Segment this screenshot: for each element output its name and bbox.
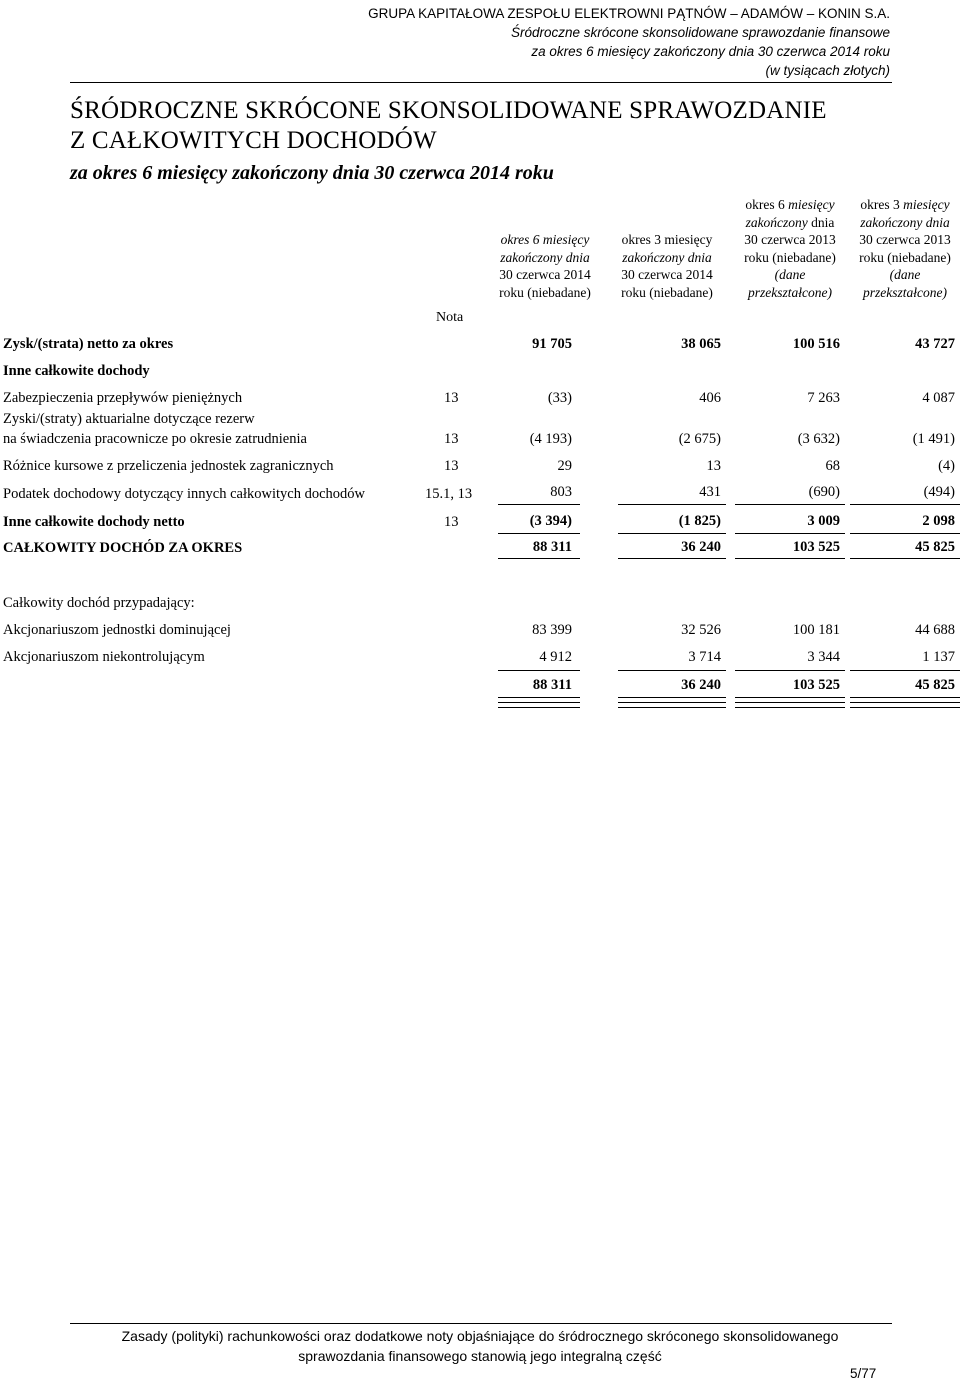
column-header-3m-2013: okres 3 miesięcy zakończony dnia 30 czerwca 2013 roku (niebadane) (dane przekształcone)	[859, 197, 951, 300]
running-header	[80, 4, 890, 80]
underline	[618, 670, 726, 671]
underline	[618, 558, 726, 559]
table-row-total-comprehensive-income: CAŁKOWITY DOCHÓD ZA OKRES 88 311 36 240 103 525 45 825	[3, 539, 955, 556]
underline	[850, 533, 960, 534]
table-row-parent-shareholders: Akcjonariuszom jednostki dominującej 83 399 32 526 100 181 44 688	[3, 622, 955, 638]
table-row-attributable-header: Całkowity dochód przypadający:	[3, 595, 195, 611]
underline	[850, 697, 960, 698]
table-row-cash-flow-hedges: Zabezpieczenia przepływów pieniężnych 13 (33) 406 7 263 4 087	[3, 390, 955, 406]
underline	[498, 697, 580, 698]
nota-column-header: Nota	[436, 310, 464, 325]
statement-subtitle: za okres 6 miesięcy zakończony dnia 30 czerwca 2014 roku	[70, 162, 554, 184]
table-row-net-profit: Zysk/(strata) netto za okres 91 705 38 065 100 516 43 727	[3, 336, 955, 352]
double-underline	[735, 702, 845, 708]
page-footer: Zasady (polityki) rachunkowości oraz dodatkowe noty objaśniające do śródrocznego skróconego skonsolidowanego sprawozdania finansowego stanowią jego integralną część	[121, 1328, 839, 1364]
table-row-oci-header: Inne całkowite dochody	[3, 363, 150, 379]
underline	[735, 504, 845, 505]
column-header-6m-2014: okres 6 miesięcy zakończony dnia 30 czerwca 2014 roku (niebadane)	[499, 232, 591, 300]
underline	[850, 504, 960, 505]
table-row-fx-differences: Różnice kursowe z przeliczenia jednostek zagranicznych 13 29 13 68 (4)	[3, 458, 955, 474]
underline	[850, 558, 960, 559]
underline	[498, 670, 580, 671]
underline	[498, 533, 580, 534]
underline	[618, 504, 726, 505]
underline	[498, 504, 580, 505]
report-units: (w tysiącach złotych)	[765, 63, 890, 78]
header-divider	[70, 82, 892, 83]
underline	[618, 533, 726, 534]
column-header-6m-2013: okres 6 miesięcy zakończony dnia 30 czerwca 2013 roku (niebadane) (dane przekształcone)	[744, 197, 836, 300]
underline	[618, 697, 726, 698]
underline	[850, 670, 960, 671]
table-row-income-tax: Podatek dochodowy dotyczący innych całkowitych dochodów 15.1, 13 803 431 (690) (494)	[3, 484, 955, 502]
table-row-actuarial: Zyski/(straty) aktuarialne dotyczące rezerw na świadczenia pracownicze po okresie zatrudnienia 13 (4 193) (2 675) (3 632) (1 491)	[3, 411, 955, 447]
table-row-non-controlling: Akcjonariuszom niekontrolującym 4 912 3 714 3 344 1 137	[3, 649, 955, 665]
underline	[735, 697, 845, 698]
underline	[735, 533, 845, 534]
double-underline	[850, 702, 960, 708]
underline	[498, 558, 580, 559]
table-row-attributable-total: 88 311 36 240 103 525 45 825	[532, 677, 955, 693]
footer-divider	[70, 1323, 892, 1324]
page-number: 5/77	[850, 1366, 877, 1381]
table-row-oci-net: Inne całkowite dochody netto 13 (3 394) (1 825) 3 009 2 098	[3, 513, 955, 530]
statement-title: ŚRÓDROCZNE SKRÓCONE SKONSOLIDOWANE SPRAWOZDANIE Z CAŁKOWITYCH DOCHODÓW	[70, 97, 827, 154]
report-period: za okres 6 miesięcy zakończony dnia 30 czerwca 2014 roku	[531, 44, 890, 59]
company-name: GRUPA KAPITAŁOWA ZESPOŁU ELEKTROWNI PĄTNÓW – ADAMÓW – KONIN S.A.	[368, 6, 890, 21]
column-header-3m-2014: okres 3 miesięcy zakończony dnia 30 czerwca 2014 roku (niebadane)	[621, 232, 713, 300]
double-underline	[498, 702, 580, 708]
underline	[735, 670, 845, 671]
underline	[735, 558, 845, 559]
double-underline	[618, 702, 726, 708]
report-name: Śródroczne skrócone skonsolidowane sprawozdanie finansowe	[511, 25, 890, 40]
